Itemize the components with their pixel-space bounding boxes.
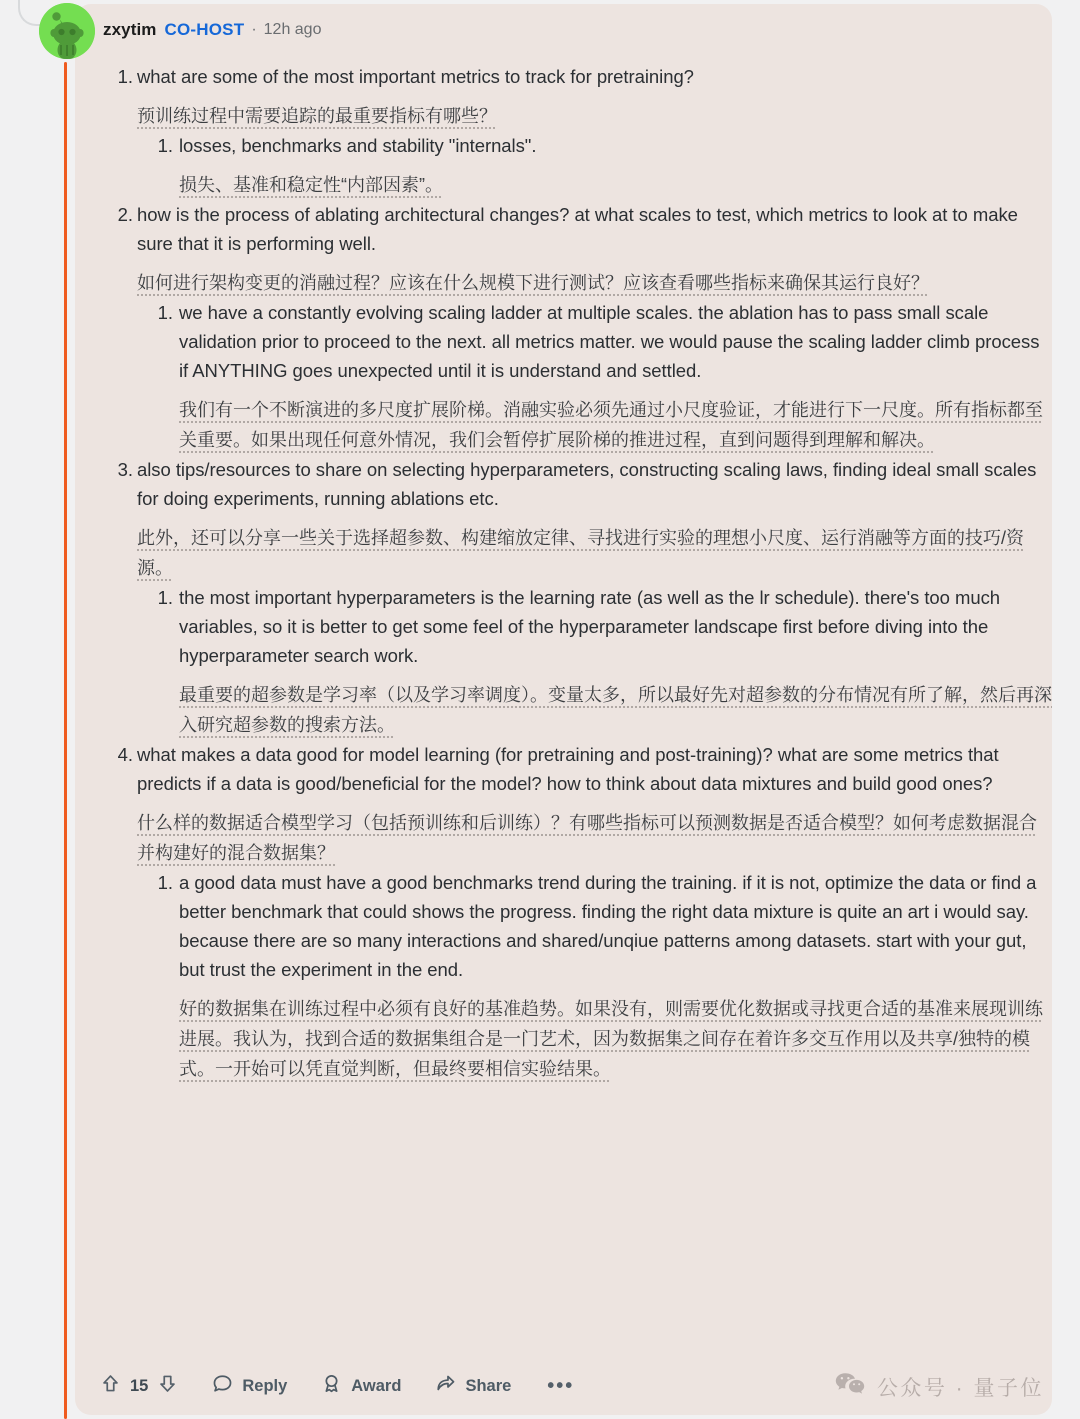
reply-button[interactable]: [212, 1373, 287, 1399]
thread-collapse-line[interactable]: [64, 62, 67, 1419]
comment-action-bar: [100, 1373, 574, 1399]
numbered-list-level1: [75, 62, 1052, 1084]
list-item: [75, 200, 1052, 455]
upvote-arrow-icon[interactable]: [100, 1373, 121, 1399]
english-text: what makes a data good for model learning (for pretraining and post-training)? what are some metrics that predicts if a data is good/beneficial for the model? how to think about data mixtures and build good ones?: [137, 744, 999, 794]
downvote-arrow-icon[interactable]: [157, 1373, 178, 1399]
comment-bubble-icon: [212, 1373, 233, 1399]
co-host-badge: CO-HOST: [164, 20, 245, 39]
chinese-translation: 什么样的数据适合模型学习（包括预训练和后训练）？有哪些指标可以预测数据是否适合模型？如何考虑数据混合并构建好的混合数据集？: [137, 813, 1037, 863]
award-button[interactable]: [321, 1373, 401, 1399]
comment-header: [103, 20, 321, 40]
list-item: [137, 298, 1052, 455]
list-item: [75, 740, 1052, 1084]
share-label: Share: [465, 1376, 512, 1395]
watermark-text: 公众号 · 量子位: [876, 1377, 1044, 1400]
header-separator: ·: [251, 21, 257, 38]
numbered-list-level2: [137, 868, 1052, 1084]
username[interactable]: zxytim: [103, 20, 157, 39]
chinese-translation: 损失、基准和稳定性“内部因素”。: [179, 175, 443, 195]
comment-body: [75, 62, 1052, 1084]
avatar[interactable]: [39, 3, 95, 59]
list-item: [75, 455, 1052, 740]
watermark: [835, 1372, 1044, 1402]
english-text: what are some of the most important metrics to track for pretraining?: [137, 66, 694, 87]
numbered-list-level2: [137, 131, 1052, 200]
reply-label: Reply: [242, 1376, 288, 1395]
english-text: the most important hyperparameters is the learning rate (as well as the lr schedule). there's too much variables, so it is better to get some feel of the hyperparameter landscape first before diving into the hyperparameter search work.: [179, 587, 1001, 666]
list-item: [137, 868, 1052, 1084]
english-text: how is the process of ablating architectural changes? at what scales to test, which metrics to look at to make sure that it is performing well.: [137, 204, 1018, 254]
chinese-translation: 我们有一个不断演进的多尺度扩展阶梯。消融实验必须先通过小尺度验证，才能进行下一尺度。所有指标都至关重要。如果出现任何意外情况，我们会暂停扩展阶梯的推进过程，直到问题得到理解和解决。: [179, 400, 1043, 450]
english-text: we have a constantly evolving scaling ladder at multiple scales. the ablation has to pass small scale validation prior to proceed to the next. all metrics matter. we would pause the scaling ladder climb process if ANYTHING goes unexpected until it is understand and settled.: [179, 302, 1040, 381]
chinese-translation: 预训练过程中需要追踪的最重要指标有哪些？: [137, 106, 497, 126]
chinese-translation: 好的数据集在训练过程中必须有良好的基准趋势。如果没有，则需要优化数据或寻找更合适的基准来展现训练进展。我认为，找到合适的数据集组合是一门艺术，因为数据集之间存在着许多交互作用以及共享/独特的模式。一开始可以凭直觉判断，但最终要相信实验结果。: [179, 999, 1043, 1079]
award-label: Award: [351, 1376, 402, 1395]
reddit-snoo-avatar-icon: [39, 3, 95, 59]
english-text: also tips/resources to share on selecting hyperparameters, constructing scaling laws, finding ideal small scales for doing experiments, running ablations etc.: [137, 459, 1037, 509]
chinese-translation: 此外，还可以分享一些关于选择超参数、构建缩放定律、寻找进行实验的理想小尺度、运行消融等方面的技巧/资源。: [137, 528, 1024, 578]
numbered-list-level2: [137, 583, 1052, 740]
vote-score: 15: [130, 1376, 149, 1395]
chinese-translation: 如何进行架构变更的消融过程？应该在什么规模下进行测试？应该查看哪些指标来确保其运行良好？: [137, 273, 929, 293]
list-item: [75, 62, 1052, 200]
vote-group: [100, 1373, 178, 1399]
more-options-button[interactable]: •••: [547, 1375, 575, 1397]
english-text: a good data must have a good benchmarks trend during the training. if it is not, optimize the data or find a better benchmark that could shows the progress. finding the right data mixture is quite an art i would say. because there are so many interactions and shared/unqiue patterns among datasets. start with your gut, but trust the experiment in the end.: [179, 872, 1037, 980]
award-medal-icon: [321, 1373, 342, 1399]
share-arrow-icon: [435, 1373, 456, 1399]
wechat-icon: [835, 1372, 865, 1402]
english-text: losses, benchmarks and stability "internals".: [179, 135, 537, 156]
numbered-list-level2: [137, 298, 1052, 455]
share-button[interactable]: [435, 1373, 511, 1399]
timestamp: 12h ago: [263, 21, 322, 38]
chinese-translation: 最重要的超参数是学习率（以及学习率调度）。变量太多，所以最好先对超参数的分布情况有所了解，然后再深入研究超参数的搜索方法。: [179, 685, 1052, 735]
list-item: [137, 583, 1052, 740]
list-item: [137, 131, 1052, 200]
